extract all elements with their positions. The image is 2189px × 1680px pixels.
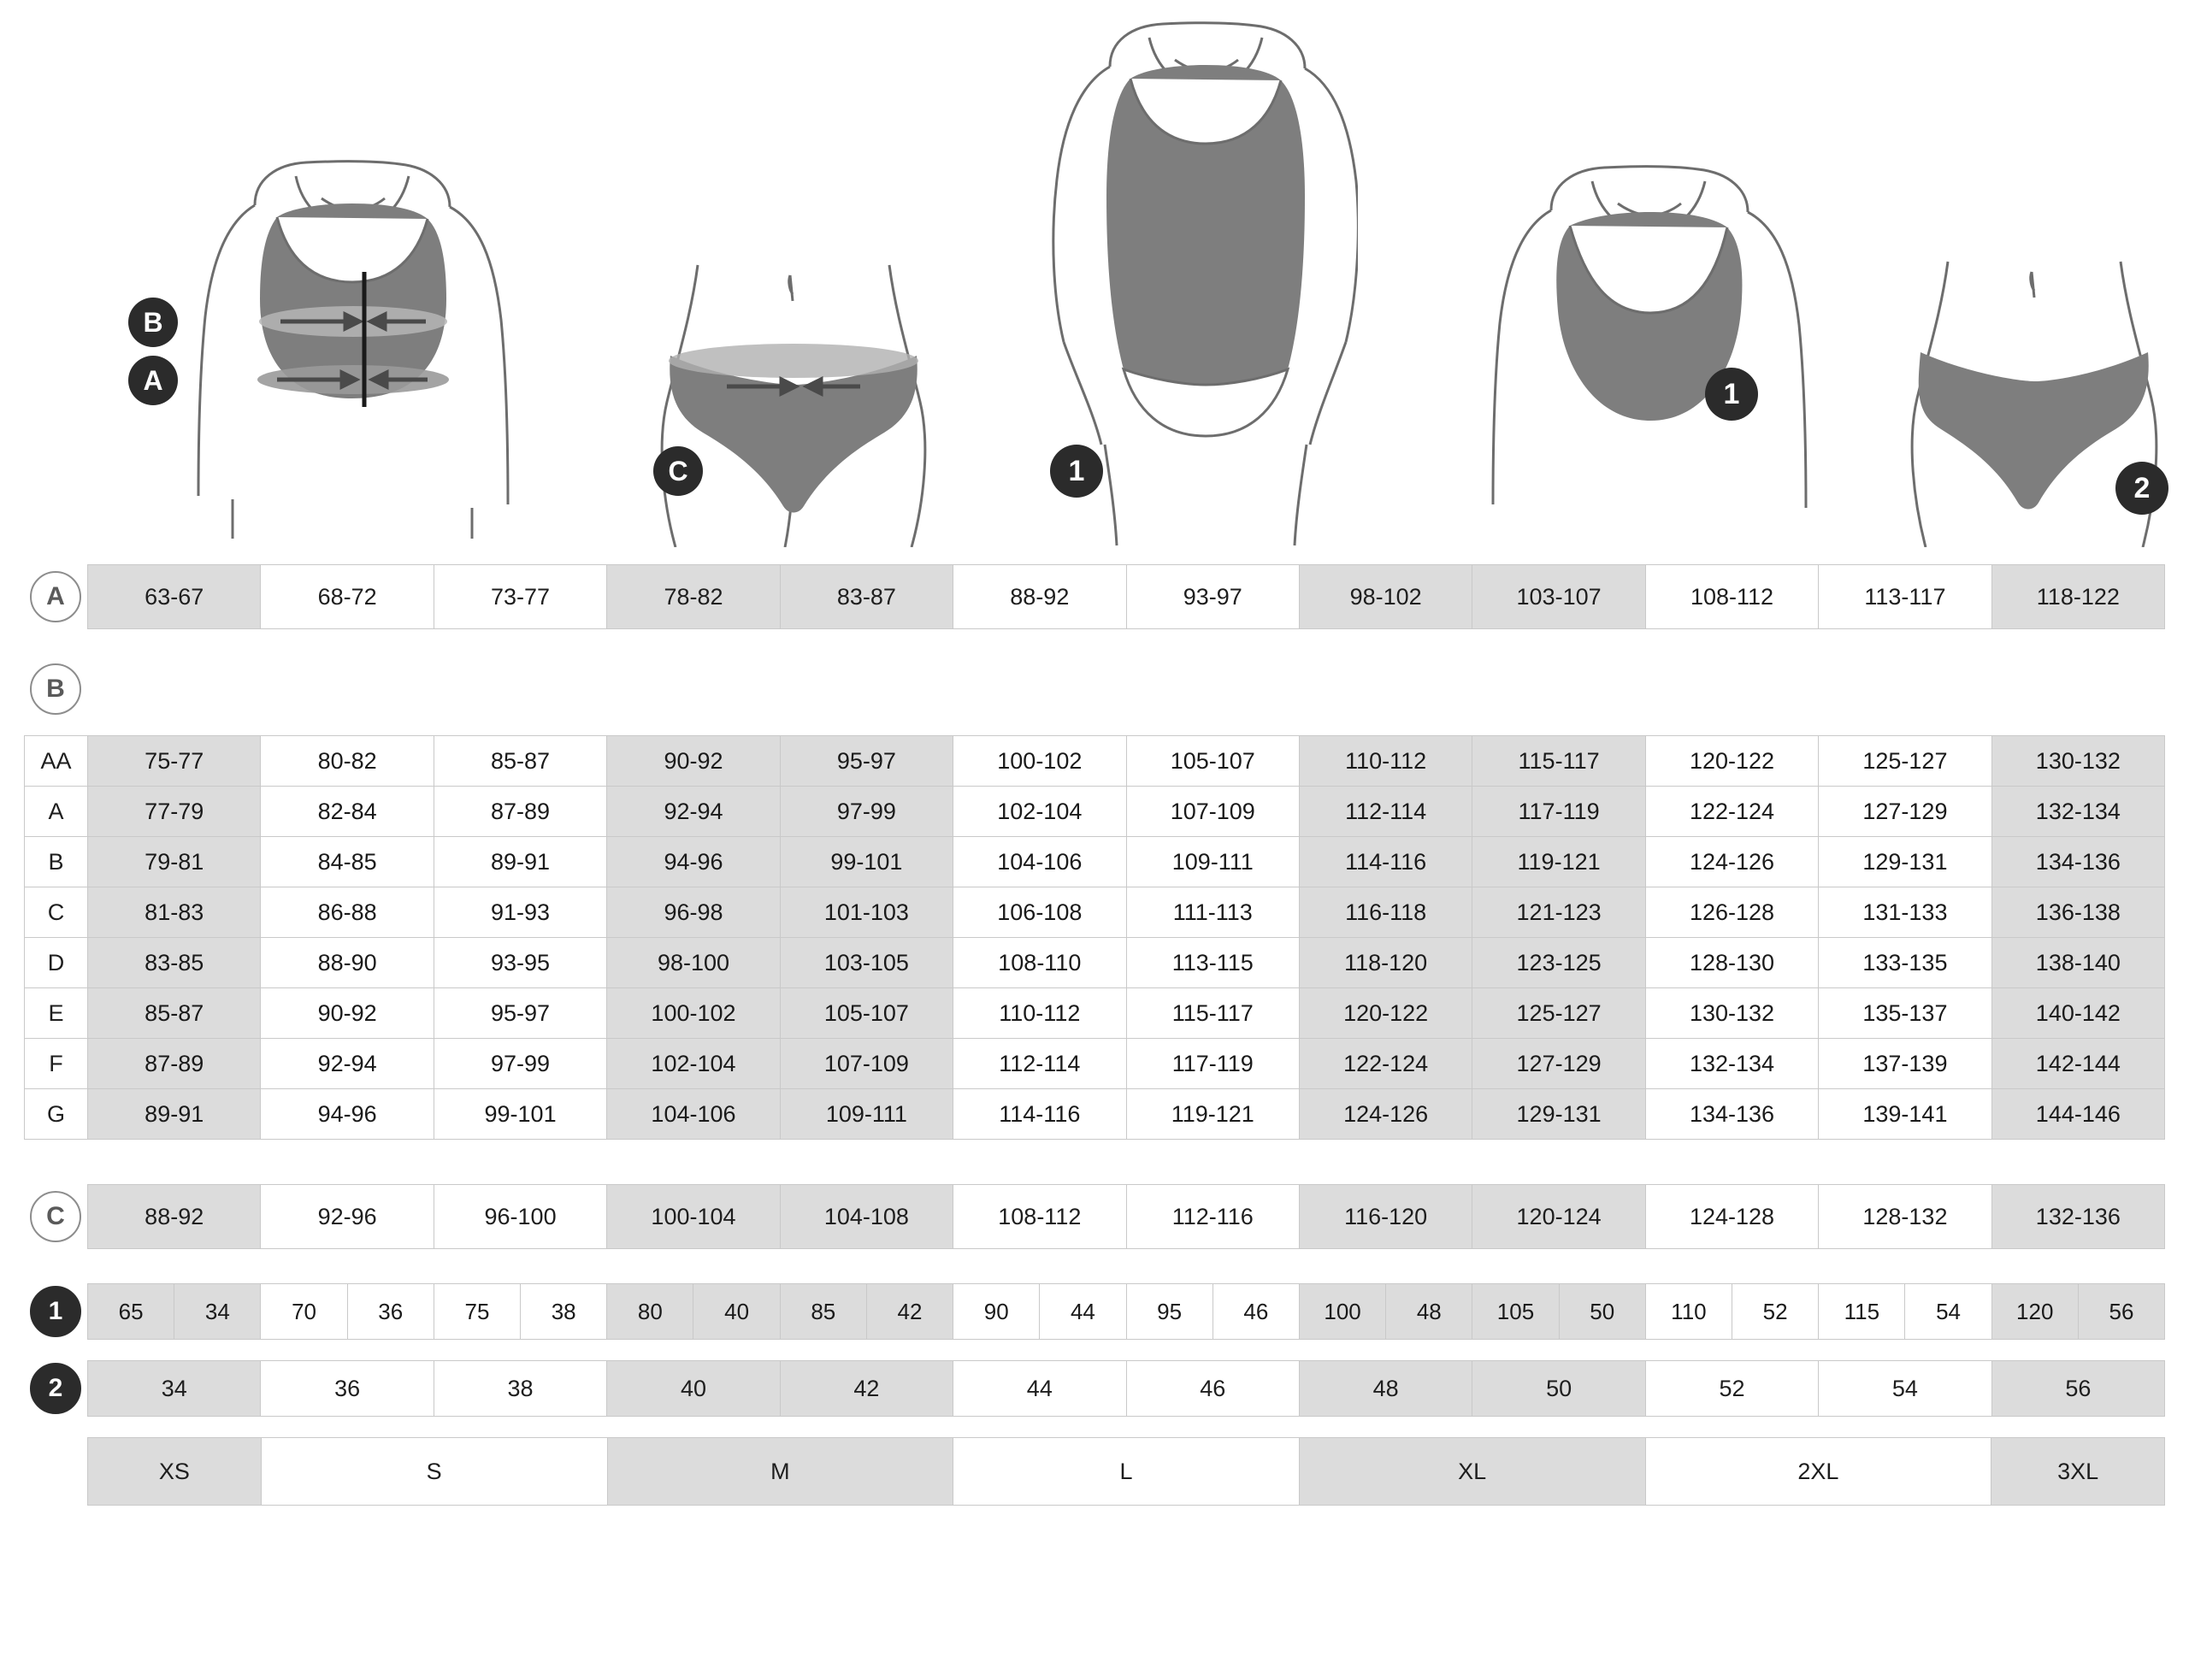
cell-1-12: 120 56 <box>1992 1284 2164 1339</box>
badge-1-bratop <box>1705 368 1758 421</box>
cell: 106-108 <box>953 887 1126 937</box>
cell: 118-120 <box>1300 938 1472 987</box>
cell: 102-104 <box>953 787 1126 836</box>
cell-C-1: 88-92 <box>88 1185 261 1248</box>
cell: 84-85 <box>261 837 434 887</box>
row-sizes-grid <box>87 1437 2165 1506</box>
cell: 114-116 <box>1300 837 1472 887</box>
badge-label: 1 <box>1068 454 1085 487</box>
badge-label: 1 <box>1723 377 1740 410</box>
cell: 130-132 <box>1646 988 1819 1038</box>
cell: 94-96 <box>261 1089 434 1139</box>
badge-1-swimsuit <box>1050 445 1103 498</box>
cell: 132-134 <box>1992 787 2164 836</box>
row-letter-sizes <box>24 1437 2165 1506</box>
row-B-header <box>24 663 2165 715</box>
cell: 105-107 <box>781 988 953 1038</box>
cell-C-5: 104-108 <box>781 1185 953 1248</box>
matrix-row <box>24 1038 2165 1088</box>
cell: 80-82 <box>261 736 434 786</box>
cell: 104-106 <box>953 837 1126 887</box>
cell-A-6: 88-92 <box>953 565 1126 628</box>
cell: 101-103 <box>781 887 953 937</box>
cell-2-6: 44 <box>953 1361 1126 1416</box>
cell: 129-131 <box>1819 837 1991 887</box>
cell: 107-109 <box>781 1039 953 1088</box>
cell: 110-112 <box>953 988 1126 1038</box>
cell: 112-114 <box>1300 787 1472 836</box>
cell: 94-96 <box>607 837 780 887</box>
cup-label-B: B <box>24 836 87 887</box>
badge-label: C <box>668 455 688 486</box>
cell-2-8: 48 <box>1300 1361 1472 1416</box>
cell: 137-139 <box>1819 1039 1991 1088</box>
cell-1-9: 105 50 <box>1472 1284 1645 1339</box>
cell: 113-115 <box>1127 938 1300 987</box>
cell: 120-122 <box>1646 736 1819 786</box>
cell: 89-91 <box>434 837 607 887</box>
cell: 100-102 <box>953 736 1126 786</box>
matrix-row <box>24 987 2165 1038</box>
cell: 123-125 <box>1472 938 1645 987</box>
cell: 114-116 <box>953 1089 1126 1139</box>
cell-2-10: 52 <box>1646 1361 1819 1416</box>
cell: 142-144 <box>1992 1039 2164 1088</box>
badge-label: 2 <box>2133 471 2151 504</box>
hips-figure <box>622 256 965 547</box>
matrix-row <box>24 887 2165 937</box>
cell-2-5: 42 <box>781 1361 953 1416</box>
cell: 89-91 <box>88 1089 261 1139</box>
cell: 125-127 <box>1472 988 1645 1038</box>
cell: 96-98 <box>607 887 780 937</box>
cell-C-7: 112-116 <box>1127 1185 1300 1248</box>
cell-C-4: 100-104 <box>607 1185 780 1248</box>
cell: 112-114 <box>953 1039 1126 1088</box>
cell: 116-118 <box>1300 887 1472 937</box>
cell: 119-121 <box>1127 1089 1300 1139</box>
cell: 117-119 <box>1127 1039 1300 1088</box>
circle-A: A <box>30 571 81 622</box>
circle-B: B <box>30 663 81 715</box>
cell: 86-88 <box>261 887 434 937</box>
cup-label-E: E <box>24 987 87 1038</box>
cell: 100-102 <box>607 988 780 1038</box>
cell: 119-121 <box>1472 837 1645 887</box>
cell-1-2: 70 36 <box>261 1284 434 1339</box>
cell-A-2: 68-72 <box>261 565 434 628</box>
cell: 107-109 <box>1127 787 1300 836</box>
cup-label-D: D <box>24 937 87 987</box>
cell: 103-105 <box>781 938 953 987</box>
cell-C-10: 124-128 <box>1646 1185 1819 1248</box>
row-1-label <box>24 1286 87 1337</box>
row-A-grid <box>87 564 2165 629</box>
row-2-label <box>24 1363 87 1414</box>
cell: 108-110 <box>953 938 1126 987</box>
cell: 134-136 <box>1646 1089 1819 1139</box>
cell-1-10: 110 52 <box>1646 1284 1819 1339</box>
cell: 90-92 <box>607 736 780 786</box>
cell: 75-77 <box>88 736 261 786</box>
matrix-row <box>24 937 2165 987</box>
cell-C-6: 108-112 <box>953 1185 1126 1248</box>
cell: 83-85 <box>88 938 261 987</box>
illustration-row <box>24 0 2165 564</box>
cup-label-G: G <box>24 1088 87 1140</box>
cell: 126-128 <box>1646 887 1819 937</box>
cell: 99-101 <box>434 1089 607 1139</box>
circle-1: 1 <box>30 1286 81 1337</box>
cell-A-9: 103-107 <box>1472 565 1645 628</box>
cell: 90-92 <box>261 988 434 1038</box>
size-cell-s: S <box>262 1438 608 1505</box>
cell: 85-87 <box>88 988 261 1038</box>
cell: 140-142 <box>1992 988 2164 1038</box>
cell: 110-112 <box>1300 736 1472 786</box>
cell: 144-146 <box>1992 1089 2164 1139</box>
cell-A-4: 78-82 <box>607 565 780 628</box>
cell: 105-107 <box>1127 736 1300 786</box>
badge-label: A <box>143 364 163 396</box>
cell: 104-106 <box>607 1089 780 1139</box>
bra-top-figure <box>1426 162 1837 539</box>
matrix-row <box>24 735 2165 786</box>
badge-A <box>128 356 178 405</box>
matrix-row <box>24 1088 2165 1140</box>
cell-1-11: 115 54 <box>1819 1284 1991 1339</box>
cell: 87-89 <box>434 787 607 836</box>
cell: 92-94 <box>261 1039 434 1088</box>
cell-A-1: 63-67 <box>88 565 261 628</box>
cell-C-3: 96-100 <box>434 1185 607 1248</box>
cell: 109-111 <box>781 1089 953 1139</box>
cell-1-7: 95 46 <box>1127 1284 1300 1339</box>
cell: 135-137 <box>1819 988 1991 1038</box>
cell-2-4: 40 <box>607 1361 780 1416</box>
row-1 <box>24 1283 2165 1340</box>
cell: 132-134 <box>1646 1039 1819 1088</box>
cell-A-11: 113-117 <box>1819 565 1991 628</box>
cell: 122-124 <box>1646 787 1819 836</box>
cell: 97-99 <box>434 1039 607 1088</box>
cell: 79-81 <box>88 837 261 887</box>
cell: 93-95 <box>434 938 607 987</box>
cup-label-AA: AA <box>24 735 87 786</box>
cup-label-F: F <box>24 1038 87 1088</box>
cell-2-9: 50 <box>1472 1361 1645 1416</box>
row-C <box>24 1184 2165 1249</box>
cell-2-2: 36 <box>261 1361 434 1416</box>
cup-label-A: A <box>24 786 87 836</box>
bust-underbust-figure <box>127 154 571 539</box>
cell: 98-100 <box>607 938 780 987</box>
row-C-label <box>24 1191 87 1242</box>
cell: 117-119 <box>1472 787 1645 836</box>
size-cell-xl: XL <box>1300 1438 1646 1505</box>
cell: 88-90 <box>261 938 434 987</box>
cell: 95-97 <box>781 736 953 786</box>
cell: 131-133 <box>1819 887 1991 937</box>
cell: 125-127 <box>1819 736 1991 786</box>
cell-1-3: 75 38 <box>434 1284 607 1339</box>
cell: 109-111 <box>1127 837 1300 887</box>
row-2-grid <box>87 1360 2165 1417</box>
cell-C-2: 92-96 <box>261 1185 434 1248</box>
row-B-label <box>24 663 87 715</box>
cell: 102-104 <box>607 1039 780 1088</box>
cell-A-8: 98-102 <box>1300 565 1472 628</box>
cell-2-11: 54 <box>1819 1361 1991 1416</box>
row-2 <box>24 1360 2165 1417</box>
cell: 122-124 <box>1300 1039 1472 1088</box>
cell-1-1: 65 34 <box>88 1284 261 1339</box>
size-cell-l: L <box>953 1438 1300 1505</box>
cell: 87-89 <box>88 1039 261 1088</box>
size-cell-2xl: 2XL <box>1646 1438 1992 1505</box>
bottom-figure <box>1888 256 2179 547</box>
cell-1-5: 85 42 <box>781 1284 953 1339</box>
cell-2-1: 34 <box>88 1361 261 1416</box>
cell: 82-84 <box>261 787 434 836</box>
cell-A-12: 118-122 <box>1992 565 2164 628</box>
cell: 91-93 <box>434 887 607 937</box>
cell: 95-97 <box>434 988 607 1038</box>
cup-size-matrix <box>24 735 2165 1140</box>
cell-C-8: 116-120 <box>1300 1185 1472 1248</box>
size-cell-xs: XS <box>88 1438 262 1505</box>
cell: 127-129 <box>1819 787 1991 836</box>
cell-2-7: 46 <box>1127 1361 1300 1416</box>
cell-2-12: 56 <box>1992 1361 2164 1416</box>
row-A <box>24 564 2165 629</box>
row-A-label <box>24 571 87 622</box>
circle-2: 2 <box>30 1363 81 1414</box>
cup-label-C: C <box>24 887 87 937</box>
cell: 115-117 <box>1472 736 1645 786</box>
badge-2-bottom <box>2115 462 2168 515</box>
matrix-row <box>24 836 2165 887</box>
cell: 128-130 <box>1646 938 1819 987</box>
cell: 115-117 <box>1127 988 1300 1038</box>
cell: 134-136 <box>1992 837 2164 887</box>
cell-A-10: 108-112 <box>1646 565 1819 628</box>
circle-C: C <box>30 1191 81 1242</box>
cell: 81-83 <box>88 887 261 937</box>
cell: 129-131 <box>1472 1089 1645 1139</box>
cell: 111-113 <box>1127 887 1300 937</box>
size-cell-m: M <box>608 1438 954 1505</box>
cell-C-12: 132-136 <box>1992 1185 2164 1248</box>
cell: 120-122 <box>1300 988 1472 1038</box>
badge-C <box>653 446 703 496</box>
cell: 92-94 <box>607 787 780 836</box>
cell-1-4: 80 40 <box>607 1284 780 1339</box>
badge-label: B <box>143 306 163 338</box>
cell: 77-79 <box>88 787 261 836</box>
cell-A-7: 93-97 <box>1127 565 1300 628</box>
cell: 127-129 <box>1472 1039 1645 1088</box>
cell-C-9: 120-124 <box>1472 1185 1645 1248</box>
cell-2-3: 38 <box>434 1361 607 1416</box>
cell: 139-141 <box>1819 1089 1991 1139</box>
size-cell-3xl: 3XL <box>1991 1438 2164 1505</box>
cell-1-8: 100 48 <box>1300 1284 1472 1339</box>
cell: 136-138 <box>1992 887 2164 937</box>
cell: 138-140 <box>1992 938 2164 987</box>
swimsuit-figure <box>982 17 1358 547</box>
cell: 85-87 <box>434 736 607 786</box>
row-1-grid <box>87 1283 2165 1340</box>
cell-A-3: 73-77 <box>434 565 607 628</box>
cell-A-5: 83-87 <box>781 565 953 628</box>
badge-B <box>128 298 178 347</box>
cell: 133-135 <box>1819 938 1991 987</box>
cell: 121-123 <box>1472 887 1645 937</box>
cell: 130-132 <box>1992 736 2164 786</box>
row-C-grid <box>87 1184 2165 1249</box>
cell: 99-101 <box>781 837 953 887</box>
cell: 124-126 <box>1300 1089 1472 1139</box>
cell-1-6: 90 44 <box>953 1284 1126 1339</box>
matrix-row <box>24 786 2165 836</box>
cell-C-11: 128-132 <box>1819 1185 1991 1248</box>
cell: 97-99 <box>781 787 953 836</box>
cell: 124-126 <box>1646 837 1819 887</box>
